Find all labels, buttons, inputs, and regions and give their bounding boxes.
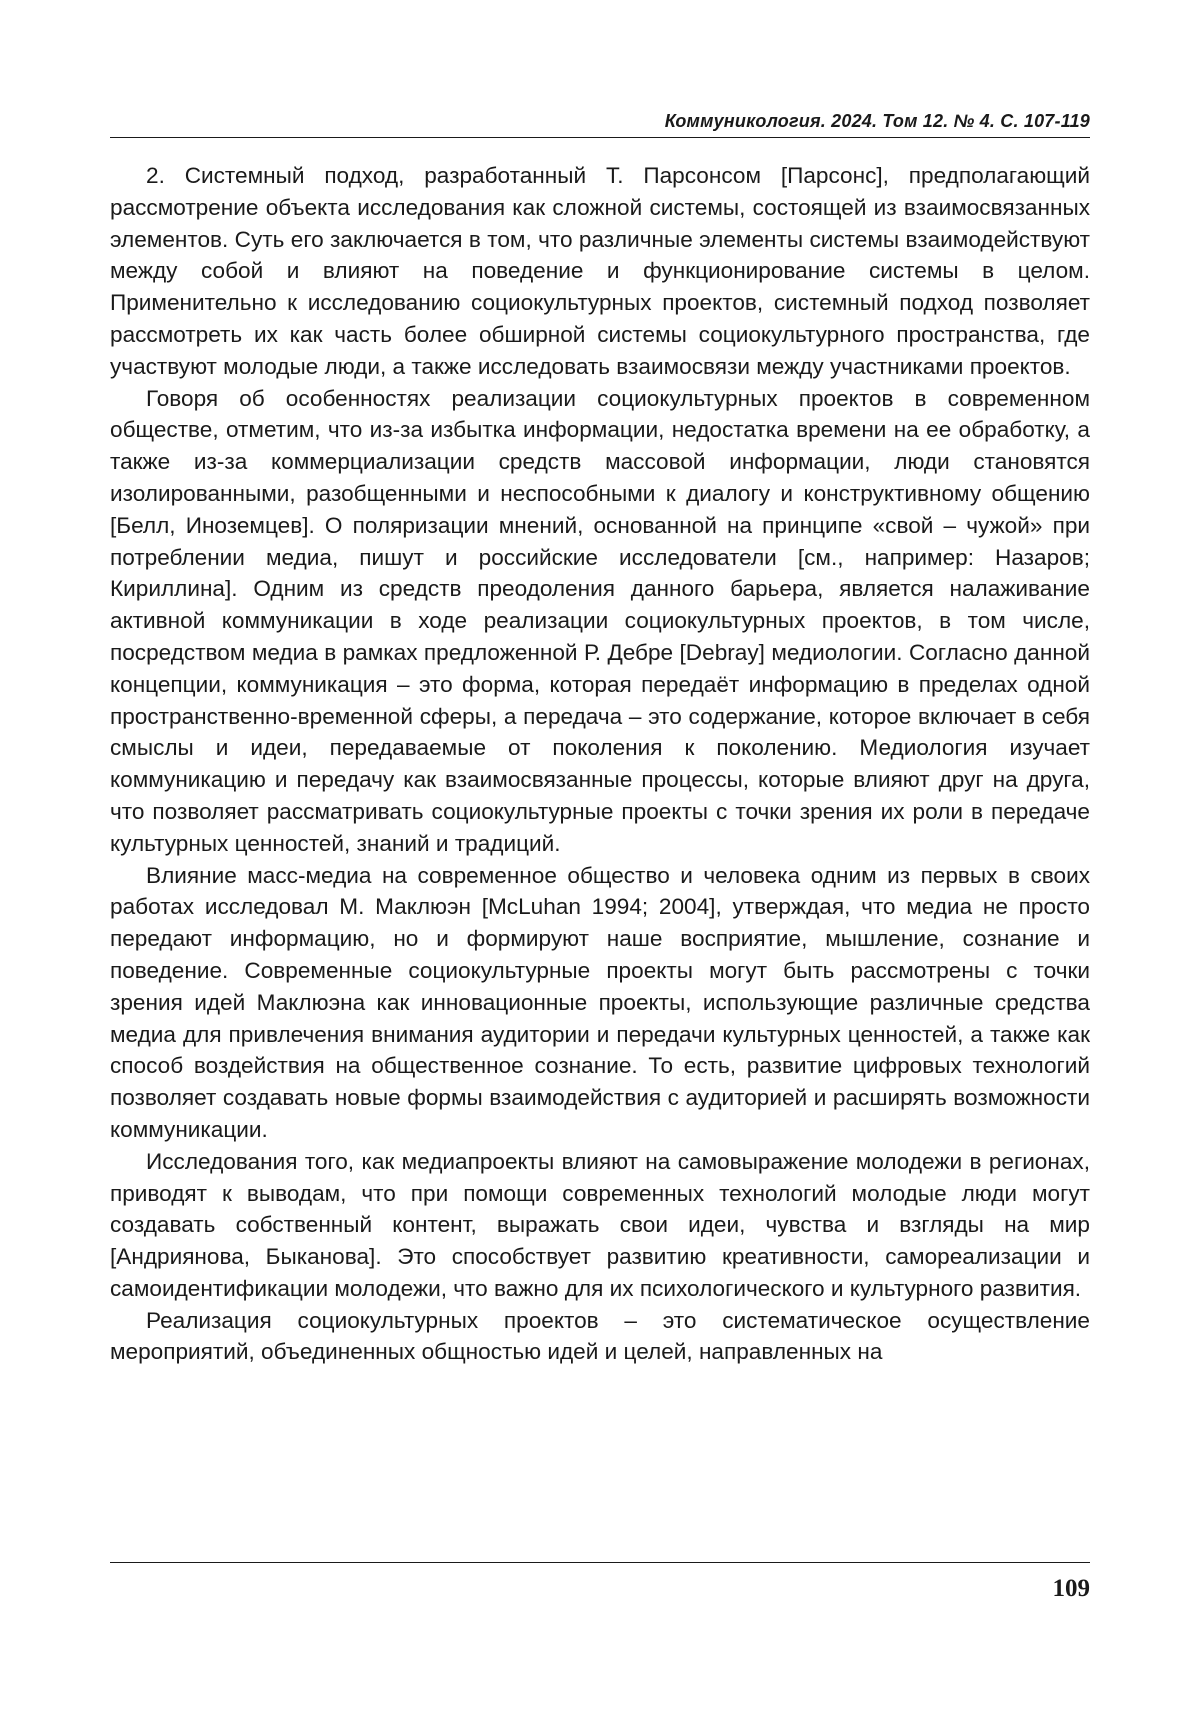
paragraph: 2. Системный подход, разработанный Т. Парсонсом [Парсонс], предполагающий рассмотрение объекта исследования как сложной системы, состоящей из взаимосвязанных элементов. Суть его заключается в том, что различные элементы системы взаимодействуют между собой и влияют на поведение и функционирование системы в целом. Применительно к исследованию социокультурных проектов, системный подход позволяет рассмотреть их как часть более обширной системы социокультурного пространства, где участвуют молодые люди, а также исследовать взаимосвязи между участниками проектов. — [110, 163, 1090, 379]
article-body — [110, 160, 1090, 1368]
paragraph: Влияние масс-медиа на современное общество и человека одним из первых в своих работах исследовал М. Маклюэн [McLuhan 1994; 2004], утверждая, что медиа не просто передают информацию, но и формируют наше восприятие, мышление, сознание и поведение. Современные социокультурные проекты могут быть рассмотрены с точки зрения идей Маклюэна как инновационные проекты, использующие различные средства медиа для привлечения внимания аудитории и передачи культурных ценностей, а также как способ воздействия на общественное сознание. То есть, развитие цифровых технологий позволяет создавать новые формы взаимодействия с аудиторией и расширять возможности коммуникации. — [110, 862, 1090, 1142]
footer-divider — [110, 1562, 1090, 1563]
running-header: Коммуникология. 2024. Том 12. № 4. С. 107-119 — [664, 111, 1090, 131]
paragraph: Исследования того, как медиапроекты влияют на самовыражение молодежи в регионах, приводят к выводам, что при помощи современных технологий молодые люди могут создавать собственный контент, выражать свои идеи, чувства и взгляды на мир [Андриянова, Быканова]. Это способствует развитию креативности, самореализации и самоидентификации молодежи, что важно для их психологического и культурного развития. — [110, 1148, 1090, 1301]
paragraph: Реализация социокультурных проектов – это систематическое осуществление мероприятий, объединенных общностью идей и целей, направленных на — [110, 1307, 1090, 1365]
paragraph: Говоря об особенностях реализации социокультурных проектов в современном обществе, отметим, что из-за избытка информации, недостатка времени на ее обработку, а также из-за коммерциализации средств массовой информации, люди становятся изолированными, разобщенными и неспособными к диалогу и конструктивному общению [Белл, Иноземцев]. О поляризации мнений, основанной на принципе «свой – чужой» при потреблении медиа, пишут и российские исследователи [см., например: Назаров; Кириллина]. Одним из средств преодоления данного барьера, является налаживание активной коммуникации в ходе реализации социокультурных проектов, в том числе, посредством медиа в рамках предложенной Р. Дебре [Debray] медиологии. Согласно данной концепции, коммуникация – это форма, которая передаёт информацию в пределах одной пространственно-временной сферы, а передача – это содержание, которое включает в себя смыслы и идеи, передаваемые от поколения к поколению. Медиология изучает коммуникацию и передачу как взаимосвязанные процессы, которые влияют друг на друга, что позволяет рассматривать социокультурные проекты с точки зрения их роли в передаче культурных ценностей, знаний и традиций. — [110, 385, 1090, 856]
page-number: 109 — [1052, 1575, 1090, 1602]
header-divider — [110, 137, 1090, 138]
